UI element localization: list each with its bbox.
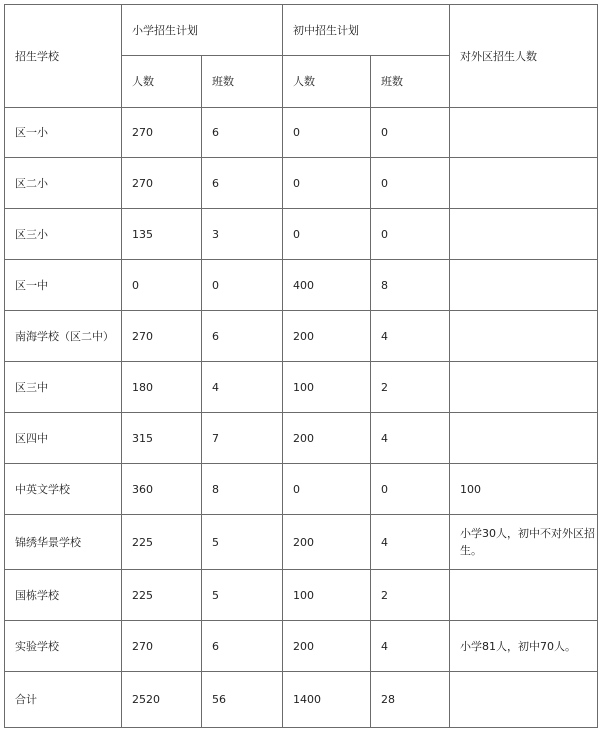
table-row: [5, 260, 598, 311]
cell-external: [450, 570, 598, 621]
table-row: [5, 311, 598, 362]
cell-primary-people: 270: [122, 158, 202, 209]
cell-primary-classes: 5: [202, 515, 283, 570]
cell-middle-classes: 2: [371, 570, 450, 621]
cell-middle-people: 200: [283, 413, 371, 464]
table-row: [5, 108, 598, 158]
cell-school: 区一小: [5, 108, 122, 158]
cell-primary-people: 180: [122, 362, 202, 413]
cell-middle-people: 0: [283, 464, 371, 515]
cell-external: [450, 413, 598, 464]
header-school: 招生学校: [5, 5, 122, 108]
cell-middle-classes: 0: [371, 158, 450, 209]
cell-middle-classes: 2: [371, 362, 450, 413]
table-row: [5, 672, 598, 728]
table-row: [5, 570, 598, 621]
cell-middle-classes: 4: [371, 413, 450, 464]
cell-middle-classes: 4: [371, 515, 450, 570]
cell-middle-people: 100: [283, 362, 371, 413]
cell-primary-classes: 6: [202, 311, 283, 362]
cell-external: [450, 108, 598, 158]
cell-primary-people: 2520: [122, 672, 202, 728]
header-middle-plan: 初中招生计划: [283, 5, 450, 56]
table-row: [5, 621, 598, 672]
cell-primary-classes: 8: [202, 464, 283, 515]
cell-middle-classes: 4: [371, 621, 450, 672]
table-row: [5, 158, 598, 209]
cell-external: 100: [450, 464, 598, 515]
header-row-1: [5, 5, 598, 56]
cell-primary-people: 135: [122, 209, 202, 260]
cell-primary-classes: 3: [202, 209, 283, 260]
cell-primary-people: 0: [122, 260, 202, 311]
cell-middle-people: 0: [283, 209, 371, 260]
cell-middle-classes: 8: [371, 260, 450, 311]
cell-primary-people: 270: [122, 621, 202, 672]
cell-primary-people: 225: [122, 570, 202, 621]
cell-external: [450, 260, 598, 311]
cell-middle-classes: 0: [371, 108, 450, 158]
cell-school: 区一中: [5, 260, 122, 311]
table-row: [5, 209, 598, 260]
header-primary-plan: 小学招生计划: [122, 5, 283, 56]
cell-external: 小学81人，初中70人。: [450, 621, 598, 672]
cell-external: [450, 362, 598, 413]
cell-primary-classes: 6: [202, 158, 283, 209]
cell-middle-people: 0: [283, 158, 371, 209]
cell-external: [450, 672, 598, 728]
cell-primary-classes: 7: [202, 413, 283, 464]
cell-middle-people: 0: [283, 108, 371, 158]
cell-middle-people: 1400: [283, 672, 371, 728]
cell-primary-classes: 56: [202, 672, 283, 728]
cell-school: 实验学校: [5, 621, 122, 672]
table-row: [5, 362, 598, 413]
cell-middle-classes: 0: [371, 464, 450, 515]
table-row: [5, 515, 598, 570]
cell-middle-classes: 0: [371, 209, 450, 260]
cell-primary-classes: 0: [202, 260, 283, 311]
header-middle-classes: 班数: [371, 56, 450, 108]
cell-primary-classes: 5: [202, 570, 283, 621]
cell-primary-classes: 6: [202, 108, 283, 158]
cell-school: 区四中: [5, 413, 122, 464]
cell-school: 区三小: [5, 209, 122, 260]
enrollment-table: [4, 4, 598, 728]
cell-middle-classes: 28: [371, 672, 450, 728]
cell-primary-people: 270: [122, 311, 202, 362]
cell-primary-people: 225: [122, 515, 202, 570]
cell-school: 国栋学校: [5, 570, 122, 621]
cell-middle-people: 200: [283, 621, 371, 672]
cell-school: 区二小: [5, 158, 122, 209]
cell-school: 区三中: [5, 362, 122, 413]
header-external: 对外区招生人数: [450, 5, 598, 108]
cell-primary-people: 270: [122, 108, 202, 158]
cell-external: [450, 209, 598, 260]
cell-middle-classes: 4: [371, 311, 450, 362]
cell-school: 中英文学校: [5, 464, 122, 515]
cell-middle-people: 100: [283, 570, 371, 621]
table-row: [5, 413, 598, 464]
header-primary-classes: 班数: [202, 56, 283, 108]
cell-primary-classes: 4: [202, 362, 283, 413]
cell-external: [450, 311, 598, 362]
cell-external: [450, 158, 598, 209]
table-row: [5, 464, 598, 515]
header-primary-people: 人数: [122, 56, 202, 108]
cell-external: 小学30人，初中不对外区招生。: [450, 515, 598, 570]
cell-middle-people: 200: [283, 311, 371, 362]
cell-middle-people: 200: [283, 515, 371, 570]
cell-school: 合计: [5, 672, 122, 728]
cell-primary-classes: 6: [202, 621, 283, 672]
header-middle-people: 人数: [283, 56, 371, 108]
cell-primary-people: 360: [122, 464, 202, 515]
cell-school: 南海学校（区二中）: [5, 311, 122, 362]
cell-middle-people: 400: [283, 260, 371, 311]
cell-school: 锦绣华景学校: [5, 515, 122, 570]
cell-primary-people: 315: [122, 413, 202, 464]
